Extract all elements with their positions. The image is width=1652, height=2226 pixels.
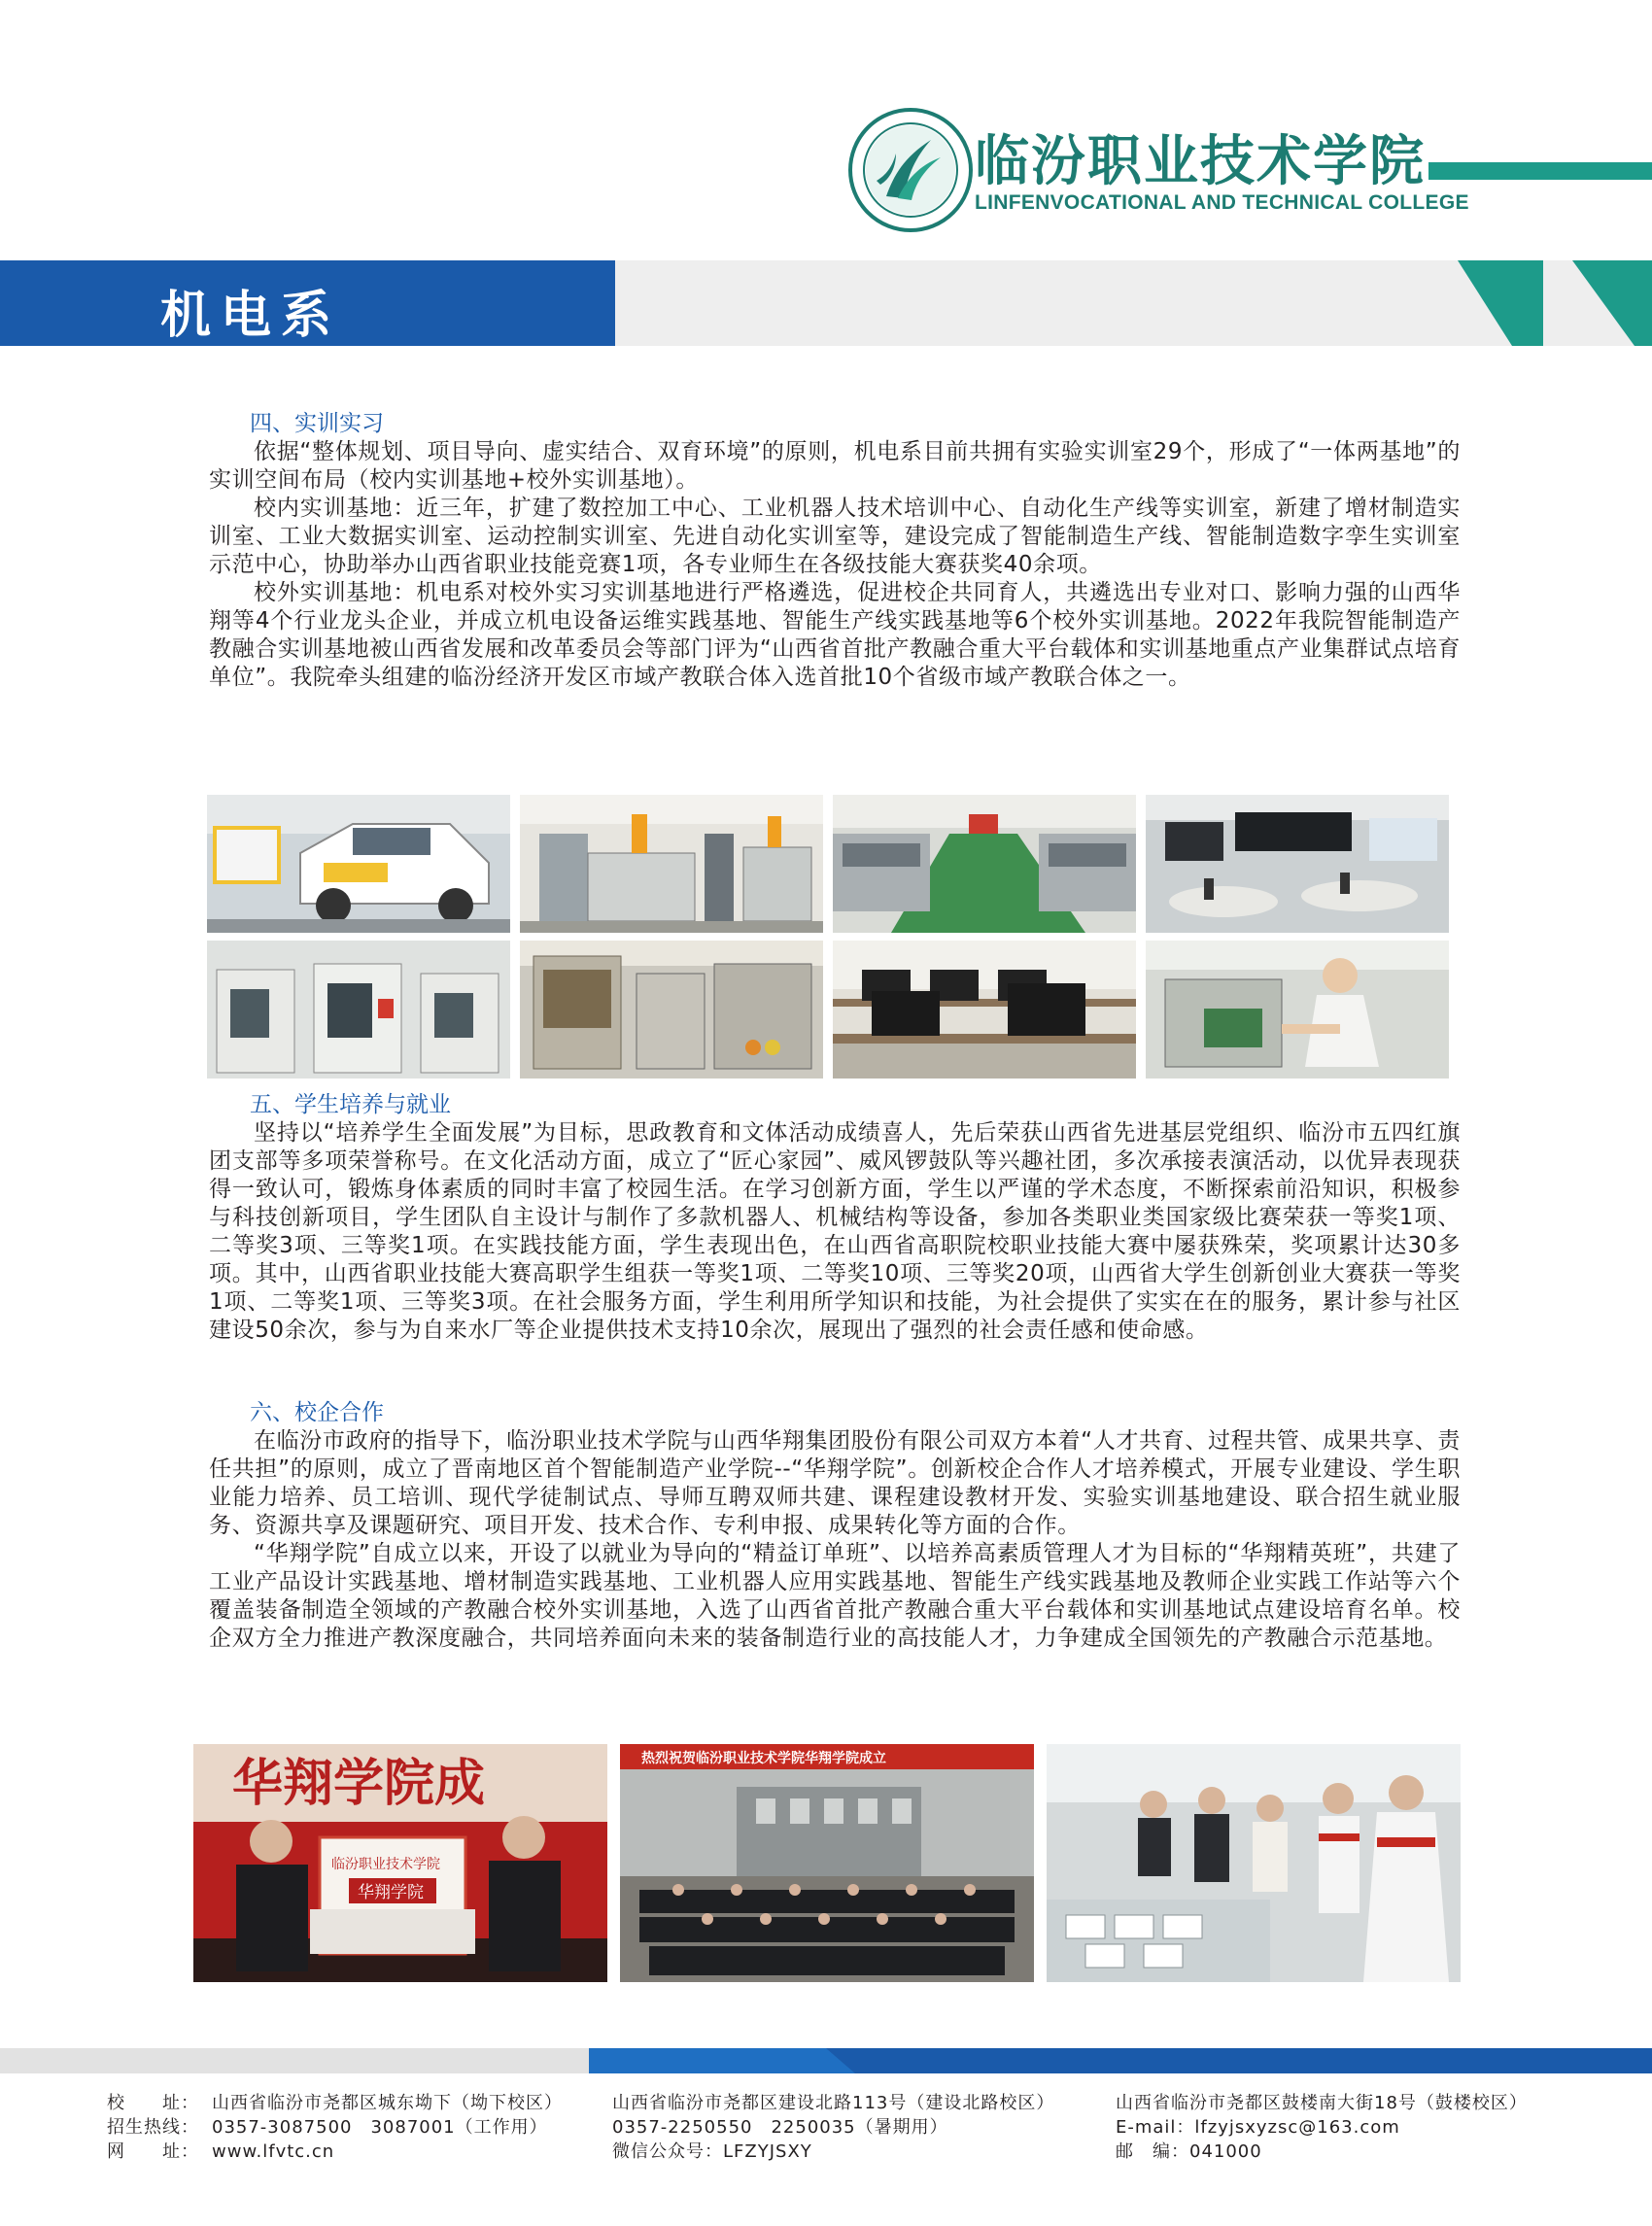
footer-row-address	[107, 2091, 1623, 2115]
college-logo	[847, 107, 974, 233]
section-heading: 六、校企合作	[250, 1400, 384, 1425]
header-accent-bar	[1428, 162, 1652, 180]
training-photo-grid	[207, 795, 1449, 1079]
section-student-development	[209, 1090, 1461, 1345]
footer-value: 山西省临汾市尧都区鼓楼南大街18号（鼓楼校区）	[1116, 2093, 1528, 2113]
training-photo-student-wiring	[1146, 941, 1449, 1079]
department-banner	[0, 260, 1652, 346]
paragraph: 在临汾市政府的指导下，临汾职业技术学院与山西华翔集团股份有限公司双方本着“人才共育、过程共管、成果共享、责任共担”的原则，成立了晋南地区首个智能制造产业学院--“华翔学院”。创新校企合作人才培养模式，开展专业建设、学生职业能力培养、员工培训、现代学徒制试点、导师互聘双师共建、课程建设教材开发、实验实训基地建设、联合招生就业服务、资源共享及课题研究、项目开发、技术合作、专利申报、成果转化等方面的合作。	[209, 1428, 1461, 1538]
training-photo-cnc-machines	[207, 941, 510, 1079]
training-photo-computer-lab	[833, 941, 1136, 1079]
footer-label: 校 址：	[107, 2093, 199, 2113]
cooperation-photo-grid	[193, 1744, 1461, 1982]
footer-label: 招生热线：	[107, 2117, 199, 2138]
paragraph: “华翔学院”自成立以来，开设了以就业为导向的“精益订单班”、以培养高素质管理人才为目标的“华翔精英班”，共建了工业产品设计实践基地、增材制造实践基地、工业机器人应用实践基地、智能生产线实践基地及教师企业实践工作站等六个覆盖装备制造全领域的产教融合校外实训基地，入选了山西省首批产教融合重大平台载体和实训基地试点建设培育名单。校企双方全力推进产教深度融合，共同培养面向未来的装备制造行业的高技能人才，力争建成全国领先的产教融合示范基地。	[209, 1541, 1461, 1651]
footer-email[interactable]: E-mail：lfzyjsxyzsc@163.com	[1116, 2117, 1400, 2138]
footer-value: 微信公众号：LFZYJSXY	[612, 2141, 812, 2162]
footer-accent-bar	[0, 2048, 1652, 2073]
college-name-en: LINFENVOCATIONAL AND TECHNICAL COLLEGE	[975, 191, 1469, 214]
section-training	[209, 409, 1461, 692]
paragraph: 坚持以“培养学生全面发展”为目标，思政教育和文体活动成绩喜人，先后荣获山西省先进基层党组织、临汾市五四红旗团支部等多项荣誉称号。在文化活动方面，成立了“匠心家园”、威风锣鼓队等兴趣社团，多次承接表演活动，以优异表现获得一致认可，锻炼身体素质的同时丰富了校园生活。在学习创新方面，学生以严谨的学术态度，不断探索前沿知识，积极参与科技创新项目，学生团队自主设计与制作了多款机器人、机械结构等设备，参加各类职业类国家级比赛荣获一等奖1项、二等奖3项、三等奖1项。在实践技能方面，学生表现出色，在山西省高职院校职业技能大赛中屡获殊荣，奖项累计达30多项。其中，山西省职业技能大赛高职学生组获一等奖1项、二等奖10项、三等奖20项，山西省大学生创新创业大赛获一等奖1项、二等奖1项、三等奖3项。在社会服务方面，学生利用所学知识和技能，为社会提供了实实在在的服务，累计参与社区建设50余次，参与为自来水厂等企业提供技术支持10余次，展现出了强烈的社会责任感和使命感。	[209, 1120, 1461, 1343]
paragraph: 依据“整体规划、项目导向、虚实结合、双育环境”的原则，机电系目前共拥有实验实训室29个，形成了“一体两基地”的实训空间布局（校内实训基地+校外实训基地）。	[209, 439, 1461, 493]
college-name-cn: 临汾职业技术学院	[975, 130, 1426, 193]
training-photo-classroom	[1146, 795, 1449, 933]
footer-value: 邮 编：041000	[1116, 2141, 1262, 2162]
footer-row-hotline	[107, 2115, 1623, 2140]
footer-row-website	[107, 2140, 1623, 2164]
photo-plaque-unveiling	[193, 1744, 607, 1982]
training-photo-workshop-aisle	[833, 795, 1136, 933]
paragraph: 校内实训基地：近三年，扩建了数控加工中心、工业机器人技术培训中心、自动化生产线等实训室，新建了增材制造实训室、工业大数据实训室、运动控制实训室、先进自动化实训室等，建设完成了智能制造生产线、智能制造数字孪生实训室示范中心，协助举办山西省职业技能竞赛1项，各专业师生在各级技能大赛获奖40余项。	[209, 496, 1461, 577]
footer-value: 0357-3087500 3087001（工作用）	[212, 2117, 548, 2138]
photo-exhibition-visit	[1047, 1744, 1461, 1982]
section-heading: 五、学生培养与就业	[250, 1092, 451, 1117]
footer-contact	[107, 2091, 1623, 2164]
footer-website-link[interactable]: www.lfvtc.cn	[212, 2141, 335, 2162]
footer-value: 0357-2250550 2250035（暑期用）	[612, 2117, 948, 2138]
training-photo-electric-car	[207, 795, 510, 933]
department-title: 机电系	[160, 287, 342, 345]
section-heading: 四、实训实习	[250, 411, 384, 436]
section-industry-cooperation	[209, 1398, 1461, 1653]
footer-value: 山西省临汾市尧都区建设北路113号（建设北路校区）	[612, 2093, 1055, 2113]
training-photo-training-bench	[520, 941, 823, 1079]
plaque-title: 临汾职业技术学院	[331, 1857, 440, 1872]
plaque-name: 华翔学院	[358, 1883, 424, 1902]
footer-value: 山西省临汾市尧都区城东坳下（坳下校区）	[212, 2093, 563, 2113]
training-photo-robot-cell	[520, 795, 823, 933]
footer-label: 网 址：	[107, 2141, 199, 2162]
photo-group-portrait	[620, 1744, 1034, 1982]
banner-left-text: 华翔学院成	[232, 1755, 486, 1813]
banner-mid-text: 热烈祝贺临汾职业技术学院华翔学院成立	[641, 1751, 886, 1766]
banner-stripe-graphic	[1458, 260, 1652, 346]
paragraph: 校外实训基地：机电系对校外实习实训基地进行严格遴选，促进校企共同育人，共遴选出专业对口、影响力强的山西华翔等4个行业龙头企业，并成立机电设备运维实践基地、智能生产线实践基地等6个校外实训基地。2022年我院智能制造产教融合实训基地被山西省发展和改革委员会等部门评为“山西省首批产教融合重大平台载体和实训基地重点产业集群试点培育单位”。我院牵头组建的临汾经济开发区市域产教联合体入选首批10个省级市域产教联合体之一。	[209, 580, 1461, 690]
